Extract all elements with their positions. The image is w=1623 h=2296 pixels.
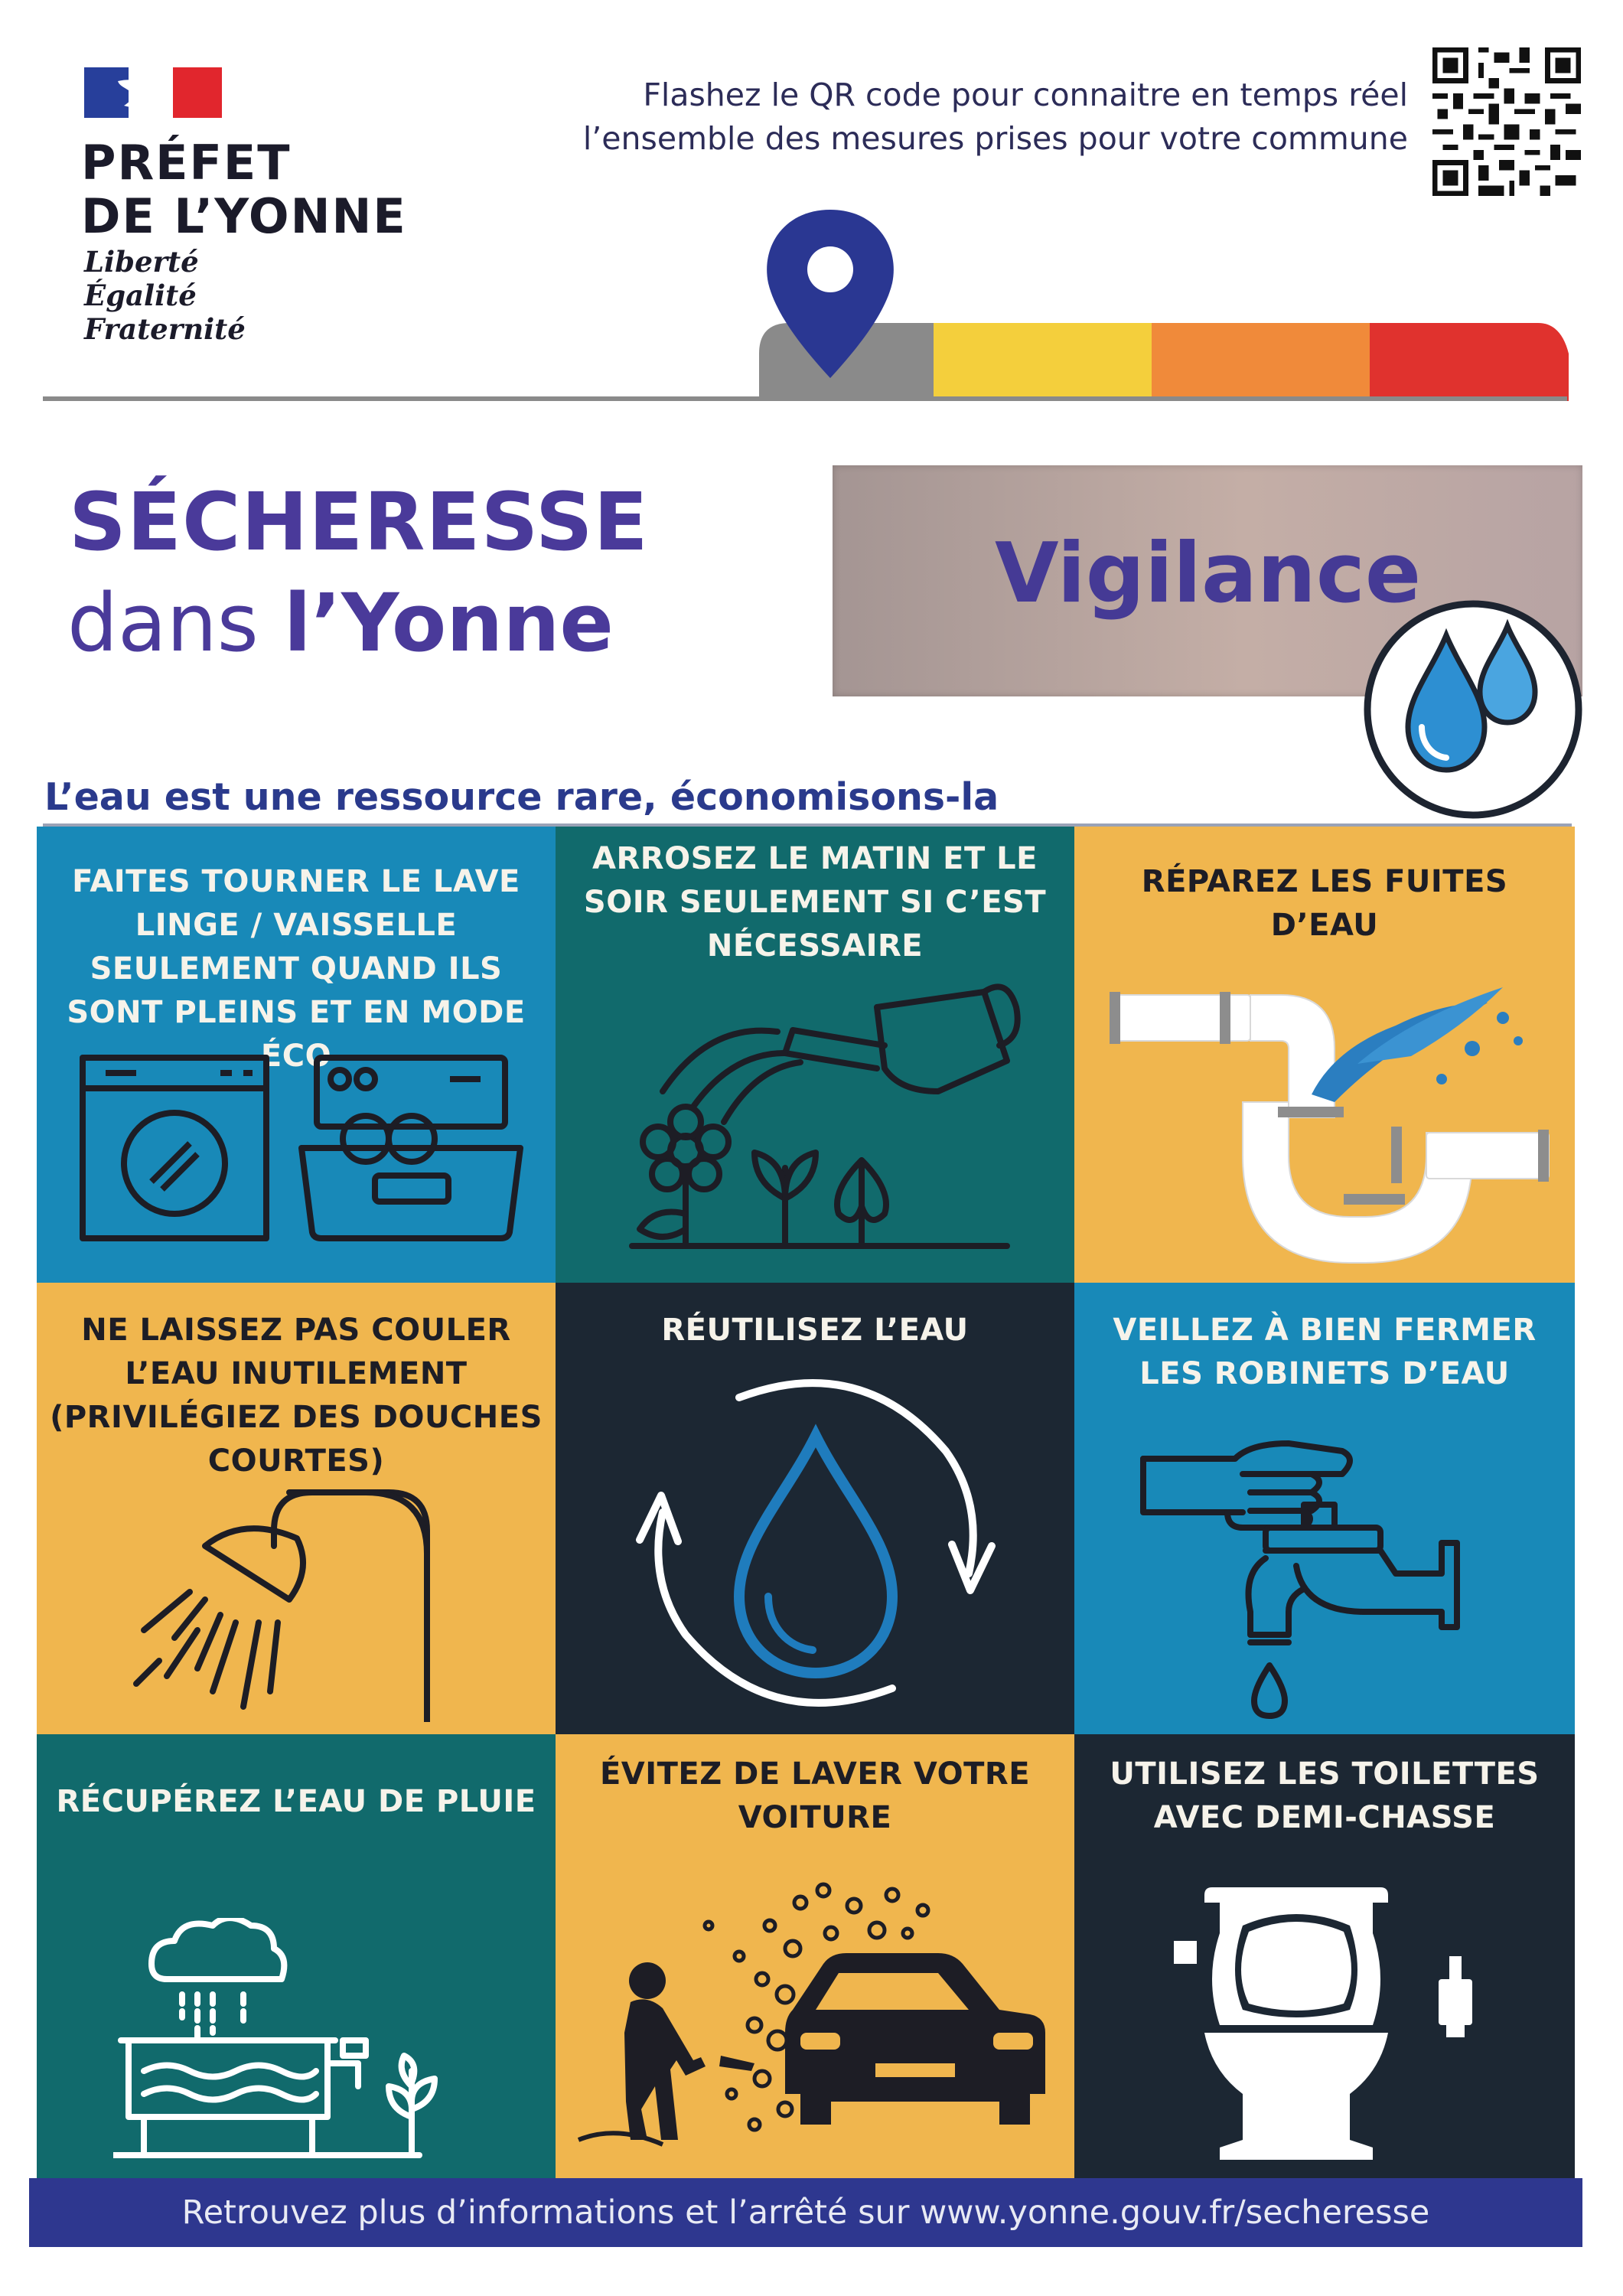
tip-caption: NE LAISSEZ PAS COULER L’EAU INUTILEMENT (PRIVILÉGIEZ DES DOUCHES COURTES) [50,1313,543,1479]
leaking-pipe-icon [1105,934,1564,1270]
prefet-line-1: PRÉFET [81,135,292,191]
tip-watering [556,827,1074,1283]
flower-icon [632,1107,1007,1246]
qr-instructions [528,73,1408,161]
republic-motto [84,245,246,346]
rain-cloud-icon [113,1918,473,2163]
tip-caption: ARROSEZ LE MATIN ET LE SOIR SEULEMENT SI C’EST NÉCESSAIRE [583,841,1047,964]
subtitle-place: l’Yonne [283,576,614,670]
rain-tank-icon [113,2040,435,2155]
motto-fraternite: Fraternité [84,312,246,346]
vigilance-gauge [719,201,1576,401]
tip-short-showers [37,1283,556,1734]
prefet-line-2: DE L’YONNE [81,188,407,244]
tip-caption: ÉVITEZ DE LAVER VOTRE VOITURE [599,1756,1031,1835]
tip-caption: FAITES TOURNER LE LAVE LINGE / VAISSELLE SEULEMENT QUAND ILS SONT PLEINS ET EN MODE ÉCO [67,864,526,1074]
recycle-drop-icon [632,1367,999,1719]
tip-half-flush [1074,1734,1575,2178]
shower-icon [129,1485,465,1722]
qr-text-line-2: l’ensemble des mesures prises pour votre commune [582,120,1408,157]
qr-code[interactable] [1432,47,1581,196]
dishwasher-icon [301,1058,520,1238]
page-subtitle [67,576,614,670]
prefet-title [81,136,433,243]
footer-text[interactable]: Retrouvez plus d’informations et l’arrêté sur www.yonne.gouv.fr/secheresse [181,2193,1430,2232]
tip-fix-leaks [1074,827,1575,1283]
water-drops-icon [1362,598,1584,820]
car-wash-icon [571,1880,1061,2163]
page-title: SÉCHERESSE [69,475,649,569]
tip-close-taps [1074,1283,1575,1734]
subtitle-prefix: dans [67,576,284,670]
washing-machine-icon [75,1053,526,1244]
tip-caption: RÉCUPÉREZ L’EAU DE PLUIE [56,1784,536,1819]
footer-banner [29,2178,1582,2247]
vigilance-label: Vigilance [995,526,1422,621]
tip-caption: RÉUTILISEZ L’EAU [661,1313,969,1348]
tip-caption: UTILISEZ LES TOILETTES AVEC DEMI-CHASSE [1110,1756,1540,1835]
marianne-flag-logo [84,67,222,118]
qr-text-line-1: Flashez le QR code pour connaitre en temps réel [643,77,1408,113]
tip-reuse-water [556,1283,1074,1734]
toilet-icon [1159,1872,1495,2163]
watering-can-icon [624,977,1022,1267]
slogan: L’eau est une ressource rare, économisons-la [44,775,999,819]
tip-washing-machines [37,827,556,1283]
tips-grid [37,827,1575,2178]
tip-rainwater [37,1734,556,2178]
header-divider [43,396,1567,401]
hand-tap-icon [1136,1428,1495,1719]
tip-car-wash [556,1734,1074,2178]
tip-caption: VEILLEZ À BIEN FERMER LES ROBINETS D’EAU [1113,1313,1537,1391]
motto-egalite: Égalité [84,279,197,312]
motto-liberte: Liberté [84,245,199,279]
tip-caption: RÉPAREZ LES FUITES D’EAU [1141,864,1508,943]
